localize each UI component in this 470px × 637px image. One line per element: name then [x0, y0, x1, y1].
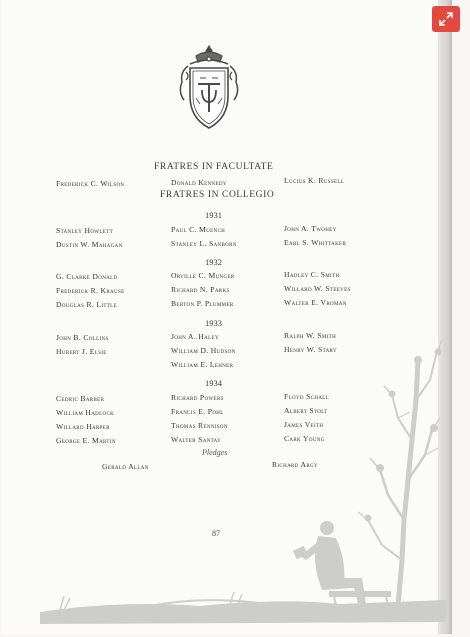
member-name: Douglas R. Little: [56, 300, 117, 309]
class-year-1931: 1931: [205, 210, 222, 220]
class-year-1932: 1932: [205, 257, 222, 267]
member-name: Richard N. Parks: [171, 285, 230, 294]
member-name: Floyd Schall: [284, 392, 330, 401]
member-name: Richard Powers: [171, 393, 224, 402]
member-name: John B. Collins: [56, 333, 109, 342]
faculty-name: Donald Kennedy: [171, 178, 227, 187]
faculty-name: Lucius K. Russell: [284, 176, 345, 185]
member-name: Thomas Rennison: [171, 421, 228, 430]
member-name: Berton P. Plummer: [171, 299, 234, 308]
member-name: John A. Twohey: [284, 224, 337, 233]
member-name: Ralph W. Smith: [284, 331, 337, 340]
member-name: Paul C. Muench: [171, 225, 226, 234]
heading-fratres-in-facultate: FRATRES IN FACULTATE: [154, 162, 274, 172]
fraternity-crest-logo: [176, 42, 242, 134]
member-name: Dustin W. Mahagan: [56, 240, 123, 249]
member-name: G. Clarke Donald: [56, 272, 118, 281]
expand-button[interactable]: [432, 6, 460, 32]
member-name: Willard W. Steeves: [284, 284, 351, 293]
member-name: Orville C. Munger: [171, 271, 235, 280]
expand-arrows-icon: [439, 12, 453, 26]
member-name: Hadley C. Smith: [284, 270, 340, 279]
class-year-1934: 1934: [205, 378, 222, 388]
member-name: Cark Young: [284, 434, 325, 443]
member-name: Cedric Barber: [56, 394, 105, 403]
member-name: Stanley L. Sanborn: [171, 239, 237, 248]
member-name: William Hadlock: [56, 408, 115, 417]
member-name: John A. Haley: [171, 332, 219, 341]
member-name: Francis E. Pohl: [171, 407, 224, 416]
member-name: George E. Martin: [56, 436, 116, 445]
pledges-label: Pledges: [202, 448, 228, 457]
member-name: William E. Lehner: [171, 360, 234, 369]
heading-fratres-in-collegio: FRATRES IN COLLEGIO: [160, 190, 275, 200]
member-name: William D. Hudson: [171, 346, 236, 355]
class-year-1933: 1933: [205, 318, 222, 328]
member-name: James Veith: [284, 420, 324, 429]
member-name: Earl S. Whittaker: [284, 238, 347, 247]
page-number: 87: [212, 529, 220, 538]
member-name: Walter E. Vroman: [284, 298, 347, 307]
faculty-name: Frederick C. Wilson: [56, 179, 125, 188]
member-name: Frederick R. Krause: [56, 286, 125, 295]
member-name: Hubert J. Elsie: [56, 347, 107, 356]
pledge-name: Gerald Allan: [102, 462, 149, 471]
member-name: Stanley Howlett: [56, 226, 113, 235]
member-name: Henry W. Stary: [284, 345, 337, 354]
pledge-name: Richard Argy: [272, 460, 318, 469]
member-name: Albert Stolt: [284, 406, 328, 415]
member-name: Willard Harper: [56, 422, 110, 431]
member-name: Walter Santay: [171, 435, 222, 444]
